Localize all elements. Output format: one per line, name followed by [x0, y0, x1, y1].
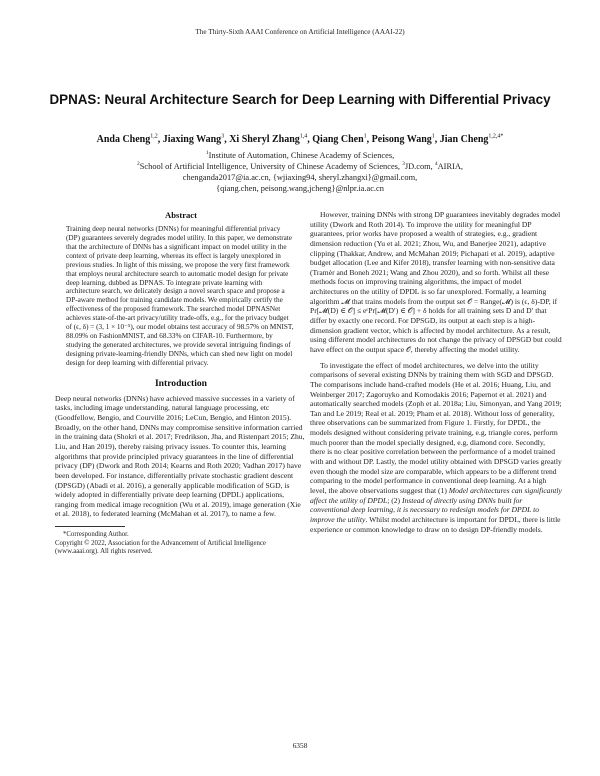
paper-title: DPNAS: Neural Architecture Search for Deep Learning with Differential Privacy [49, 92, 551, 107]
author-name: Jiaxing Wang [162, 134, 222, 145]
paragraph-text: To investigate the effect of model architectures, we delve into the utility comparisons of several existing DNNs by training them with SGD and DPSGD. The comparisons include hand-crafted models (He et al. 2016; Huang, Liu, and Weinberger 2017; Zagoruyko and Komodakis 2016; Papernot et al. 2021) and automatically searched models (Zoph et al. 2018a; Liu, Simonyan, and Yang 2019; Tan and Le 2019; Real et al. 2019; Pham et al. 2018). Without loss of generality, three observations can be summarized from Figure 1. Firstly, for DPDL, the models designed without considering private training, e.g, triangle cores, perform much poorer than the model specially designed, e.g, diamond core. Secondly, there is no clear positive correlation between the performance of a model trained with and without DP. Lastly, the model utility obtained with DPSGD varies greatly even though the model size are comparable, which appears to be a different trend comparing to the model performance in conventional deep learning. At a high level, the above observations suggest that (1) [310, 360, 562, 495]
author-separator: , [434, 134, 440, 145]
abstract-heading: Abstract [165, 210, 197, 220]
affiliation-line-1 [20, 151, 580, 162]
author-list [20, 134, 580, 145]
body-paragraph-1: However, training DNNs with strong DP guarantees inevitably degrades model utility (Dwork and Roth 2014). To improve the utility for meaningful DP guarantees, prior works have proposed a wealth of strategies, e.g., gradient dimension reduction (Yu et al. 2021; Zhou, Wu, and Banerjee 2021), adaptive clipping (Thakkar, Andrew, and McMahan 2019; Pichapati et al. 2019), adaptive budget allocation (Lee and Kifer 2018), transfer learning with non-sensitive data (Tramèr and Boneh 2021; Wang and Zhou 2020), and so forth. Whilst all these methods focus on improving training algorithms, the impact of model architectures on the utility of DPDL is so far unexplored. Formally, a learning algorithm 𝓜 that trains models from the output set 𝒪 = Range(𝓜) is (ϵ, δ)-DP, if Pr[𝓜(D) ∈ 𝒪] ≤ eᵋPr[𝓜(D′) ∈ 𝒪] + δ holds for all training sets D and D′ that differ by exactly one record. For DPSGD, its output at each step is a high-dimension gradient vector, which is affected by model architecture. As a result, using different model architectures do not change the privacy of DPSGD but could have effect on the output space 𝒪, thereby affecting the model utility. [310, 210, 562, 354]
introduction-heading: Introduction [154, 377, 208, 389]
author-separator: , [307, 134, 313, 145]
affiliation-text: School of Artificial Intelligence, University of Chinese Academy of Sciences, [139, 162, 403, 171]
paragraph-text: . Whilst model architecture is important for DPDL, there is little experience or common knowledge to draw on to design DP-friendly models. [310, 514, 561, 534]
left-column [55, 210, 307, 557]
author-name: Jian Cheng [439, 134, 489, 145]
introduction-paragraph: Deep neural networks (DNNs) have achieved massive successes in a variety of tasks, including image understanding, natural language processing, etc (Goodfellow, Bengio, and Courville 2016; LeCun, Bengio, and Hinton 2015). Broadly, on the other hand, DNNs may compromise sensitive information carried in the training data (Shokri et al. 2017; Fredrikson, Jha, and Ristenpart 2015; Zhu, Liu, and Han 2019), thereby raising privacy issues. To counter this, learning algorithms that provide principled privacy guarantees in the line of differential privacy (DP) (Dwork and Roth 2014; Kearns and Roth 2020; Vadhan 2017) have been developed. For instance, differentially private stochastic gradient descent (DPSGD) (Abadi et al. 2016), a generally applicable modification of SGD, is widely adopted in differentially private deep learning (DPDL) applications, ranging from medical image recognition (Wu et al. 2019), image generation (Xie et al. 2018), to federated learning (McMahan et al. 2017), to name a few. [55, 393, 305, 519]
affiliation-mark: 1 [205, 150, 209, 157]
author-affiliation-mark: 1,2 [150, 133, 158, 140]
email-line-1: chenganda2017@ia.ac.cn, {wjiaxing94, sheryl.zhangxi}@gmail.com, [182, 173, 418, 182]
author-separator: , [157, 134, 163, 145]
page-number: 6358 [292, 741, 308, 750]
affiliation-mark: 4 [434, 161, 438, 168]
right-column [310, 210, 562, 534]
author-affiliation-mark: 1,4 [299, 133, 308, 140]
footnote-divider [55, 526, 125, 527]
affiliation-text: Institute of Automation, Chinese Academy of Sciences, [208, 151, 395, 160]
author-separator: , [224, 134, 230, 145]
corresponding-author-note: *Corresponding Author. [63, 531, 129, 539]
abstract-text: Training deep neural networks (DNNs) for meaningful differential privacy (DP) guarantees severely degrades model utility. In this paper, we demonstrate that the architecture of DNNs has a significant impact on model utility in the context of private deep learning, whereas its effect is largely unexplored in previous studies. In light of this missing, we propose the very first framework that employs neural architecture search to automatic model design for private deep learning, dubbed as DPNAS. To integrate private learning with architecture search, we delicately design a novel search space and propose a DP-aware method for training candidate models. We empirically certify the effectiveness of the proposed framework. The searched model DPNASNet achieves state-of-the-art privacy/utility trade-offs, e.g., for the privacy budget of (ϵ, δ) = (3, 1 × 10⁻⁵), our model obtains test accuracy of 98.57% on MNIST, 88.09% on FashionMNIST, and 68.33% on CIFAR-10. Furthermore, by studying the generated architectures, we provide several intriguing findings of designing private-learning-friendly DNNs, which can shed new light on model design for deep learning with differential privacy. [66, 225, 294, 367]
affiliation-text: AIRIA, [437, 162, 463, 171]
author-name: Anda Cheng [96, 134, 151, 145]
emphasis-finding-2: Instead of directly using DNNs built for conventional deep learning, it is necessary to redesign models for DPDL to improve the utility [310, 495, 540, 524]
author-affiliation-mark: 1 [431, 133, 435, 140]
author-name: Peisong Wang [371, 134, 432, 145]
email-line-2: {qiang.chen, peisong.wang,jcheng}@nlpr.ia.ac.cn [216, 184, 384, 193]
author-affiliation-mark: 3 [221, 133, 225, 140]
body-paragraph-2 [310, 361, 562, 535]
author-name: Xi Sheryl Zhang [229, 134, 300, 145]
paragraph-text: ; (2) [387, 495, 402, 505]
author-affiliation-mark: 1,2,4* [488, 133, 504, 140]
affiliation-line-2 [20, 162, 580, 173]
author-name: Qiang Chen [312, 134, 364, 145]
affiliation-mark: 3 [402, 161, 405, 168]
emphasis-finding-1: Model architectures can significantly affect the utility of DPDL [310, 485, 562, 505]
author-separator: , [366, 134, 372, 145]
affiliation-mark: 2 [137, 161, 140, 168]
copyright-note: Copyright © 2022, Association for the Advancement of Artificial Intelligence (www.aaai.org). All rights reserved. [55, 539, 266, 556]
conference-header: The Thirty-Sixth AAAI Conference on Artificial Intelligence (AAAI-22) [195, 28, 405, 36]
author-affiliation-mark: 1 [363, 133, 367, 140]
affiliation-text: JD.com, [404, 162, 435, 171]
